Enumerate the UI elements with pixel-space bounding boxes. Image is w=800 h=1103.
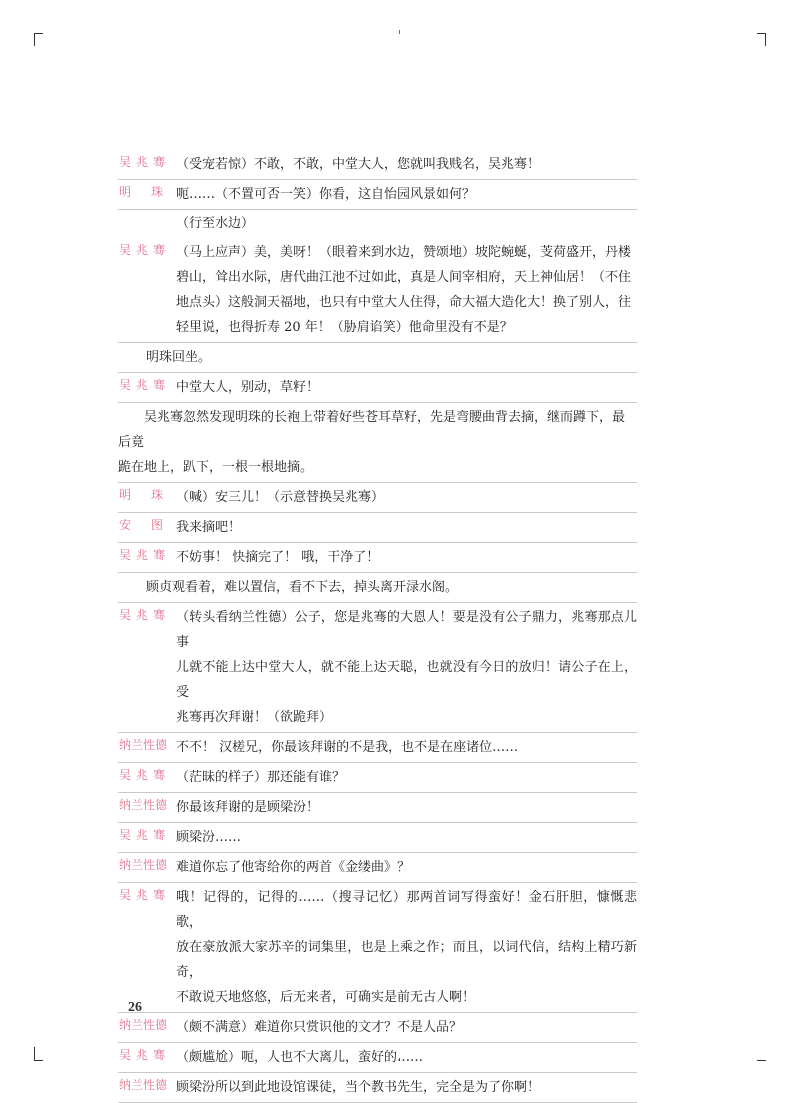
dialogue-text — [170, 1073, 637, 1102]
speaker-name: 明珠 — [119, 185, 184, 199]
text-line: （受宠若惊）不敢，不敢，中堂大人，您就叫我贱名，吴兆骞！ — [176, 157, 541, 172]
dialogue-text — [170, 1043, 637, 1072]
center-mark-top — [399, 30, 400, 34]
crop-mark-bottom-left-h — [34, 1060, 43, 1061]
dialogue-row — [118, 883, 637, 1013]
speaker-name: 吴兆骞 — [119, 888, 171, 902]
dialogue-row — [118, 238, 637, 343]
dialogue-row — [118, 853, 637, 883]
speaker-name: 纳兰性德 — [119, 1078, 168, 1092]
dialogue-row — [118, 733, 637, 763]
text-line: （颇尴尬）呃，人也不大离儿，蛮好的…… — [176, 1050, 424, 1065]
dialogue-text — [170, 1013, 637, 1042]
dialogue-row — [118, 1043, 637, 1073]
crop-mark-top-right-v — [765, 33, 766, 46]
speaker-name: 吴兆骞 — [119, 1048, 171, 1062]
text-line: 轻里说，也得折寿 20 年！（胁肩谄笑）他命里没有不是？ — [176, 320, 513, 335]
stage-direction: 顾贞观看着，难以置信，看不下去，掉头离开渌水阁。 — [118, 573, 637, 603]
script-content — [118, 150, 637, 1103]
speaker-name: 吴兆骞 — [119, 608, 171, 622]
speaker-name: 吴兆骞 — [119, 548, 171, 562]
text-line: 难道你忘了他寄给你的两首《金缕曲》？ — [176, 860, 411, 875]
speaker-name: 明珠 — [119, 488, 184, 502]
text-line: 呃……（不置可否一笑）你看，这自怡园风景如何？ — [176, 187, 476, 202]
text-line: 顾梁汾所以到此地设馆课徒，当个教书先生，完全是为了你啊！ — [176, 1080, 541, 1095]
text-line: 顾梁汾…… — [176, 830, 242, 845]
text-line: 吴兆骞忽然发现明珠的长袍上带着好些苍耳草籽，先是弯腰曲背去摘，继而蹲下，最后竟 — [118, 410, 626, 450]
speaker-name: 纳兰性德 — [119, 798, 168, 812]
page-number: 26 — [128, 1000, 142, 1015]
dialogue-row — [118, 1013, 637, 1043]
dialogue-text — [170, 543, 637, 572]
speaker-name: 吴兆骞 — [119, 155, 171, 169]
dialogue-row — [118, 823, 637, 853]
dialogue-text — [170, 513, 637, 542]
text-line: 中堂大人，别动，草籽！ — [176, 380, 320, 395]
stage-direction: （行至水边） — [176, 216, 255, 231]
crop-mark-bottom-left-v — [34, 1047, 35, 1060]
dialogue-text — [170, 883, 637, 1012]
speaker-name: 吴兆骞 — [119, 243, 171, 257]
speaker-name: 吴兆骞 — [119, 828, 171, 842]
text-line: 地点头）这般洞天福地，也只有中堂大人住得，命大福大造化大！换了别人，往 — [176, 295, 632, 310]
speaker-name: 安图 — [119, 518, 184, 532]
text-line: 我来摘吧！ — [176, 520, 242, 535]
dialogue-text — [170, 763, 637, 792]
stage-direction: 明珠回坐。 — [118, 343, 637, 373]
dialogue-row — [118, 763, 637, 793]
text-line: 不妨事！ 快摘完了！ 哦，干净了！ — [176, 550, 380, 565]
dialogue-text — [170, 373, 637, 402]
text-line: 你最该拜谢的是顾梁汾！ — [176, 800, 320, 815]
text-line: （喊）安三儿！（示意替换吴兆骞） — [176, 490, 385, 505]
crop-mark-bottom-right-h — [757, 1060, 766, 1061]
dialogue-text — [170, 823, 637, 852]
dialogue-row — [118, 373, 637, 403]
speaker-name: 纳兰性德 — [119, 858, 168, 872]
dialogue-row — [118, 150, 637, 180]
speaker-name: 纳兰性德 — [119, 738, 168, 752]
dialogue-text — [170, 483, 637, 512]
dialogue-text — [170, 238, 637, 342]
dialogue-text — [170, 603, 637, 732]
dialogue-row — [118, 793, 637, 823]
dialogue-text — [170, 853, 637, 882]
dialogue-text — [170, 733, 637, 762]
text-line: 放在豪放派大家苏辛的词集里，也是上乘之作；而且，以词代信，结构上精巧新奇， — [176, 940, 637, 980]
text-line: 兆骞再次拜谢！（欲跪拜） — [176, 710, 333, 725]
text-line: （转头看纳兰性德）公子，您是兆骞的大恩人！要是没有公子鼎力，兆骞那点儿事 — [176, 610, 637, 650]
dialogue-text — [170, 180, 637, 209]
text-line: （颇不满意）难道你只赏识他的文才？不是人品？ — [176, 1020, 463, 1035]
dialogue-row — [118, 483, 637, 513]
dialogue-row — [118, 180, 637, 210]
text-line: 儿就不能上达中堂大人，就不能上达天聪，也就没有今日的放归！请公子在上，受 — [176, 660, 637, 700]
text-line: （马上应声）美，美呀！（眼着来到水边，赞颂地）坡陀蜿蜒，芰荷盛开，丹楼 — [176, 245, 632, 260]
crop-mark-top-left-h — [34, 33, 43, 34]
dialogue-row — [118, 1073, 637, 1103]
dialogue-row — [118, 543, 637, 573]
text-line: 碧山，耸出水际，唐代曲江池不过如此，真是人间宰相府，天上神仙居！（不住 — [176, 270, 632, 285]
stage-direction-paragraph — [118, 403, 637, 483]
speaker-name: 吴兆骞 — [119, 378, 171, 392]
dialogue-row — [118, 513, 637, 543]
crop-mark-top-left-v — [34, 33, 35, 46]
dialogue-text — [170, 793, 637, 822]
dialogue-text — [170, 150, 637, 179]
crop-mark-top-right-h — [757, 33, 766, 34]
speaker-name: 纳兰性德 — [119, 1018, 168, 1032]
text-line: （茫昧的样子）那还能有谁？ — [176, 770, 346, 785]
text-line: 哦！记得的，记得的……（搜寻记忆）那两首词写得蛮好！金石肝胆，慷慨悲歌， — [176, 890, 637, 930]
speaker-name: 吴兆骞 — [119, 768, 171, 782]
text-line: 跪在地上，趴下，一根一根地摘。 — [118, 460, 314, 475]
dialogue-row — [118, 603, 637, 733]
text-line: 不不！ 汉槎兄，你最该拜谢的不是我，也不是在座诸位…… — [176, 740, 519, 755]
text-line: 不敢说天地悠悠，后无来者，可确实是前无古人啊！ — [176, 990, 476, 1005]
